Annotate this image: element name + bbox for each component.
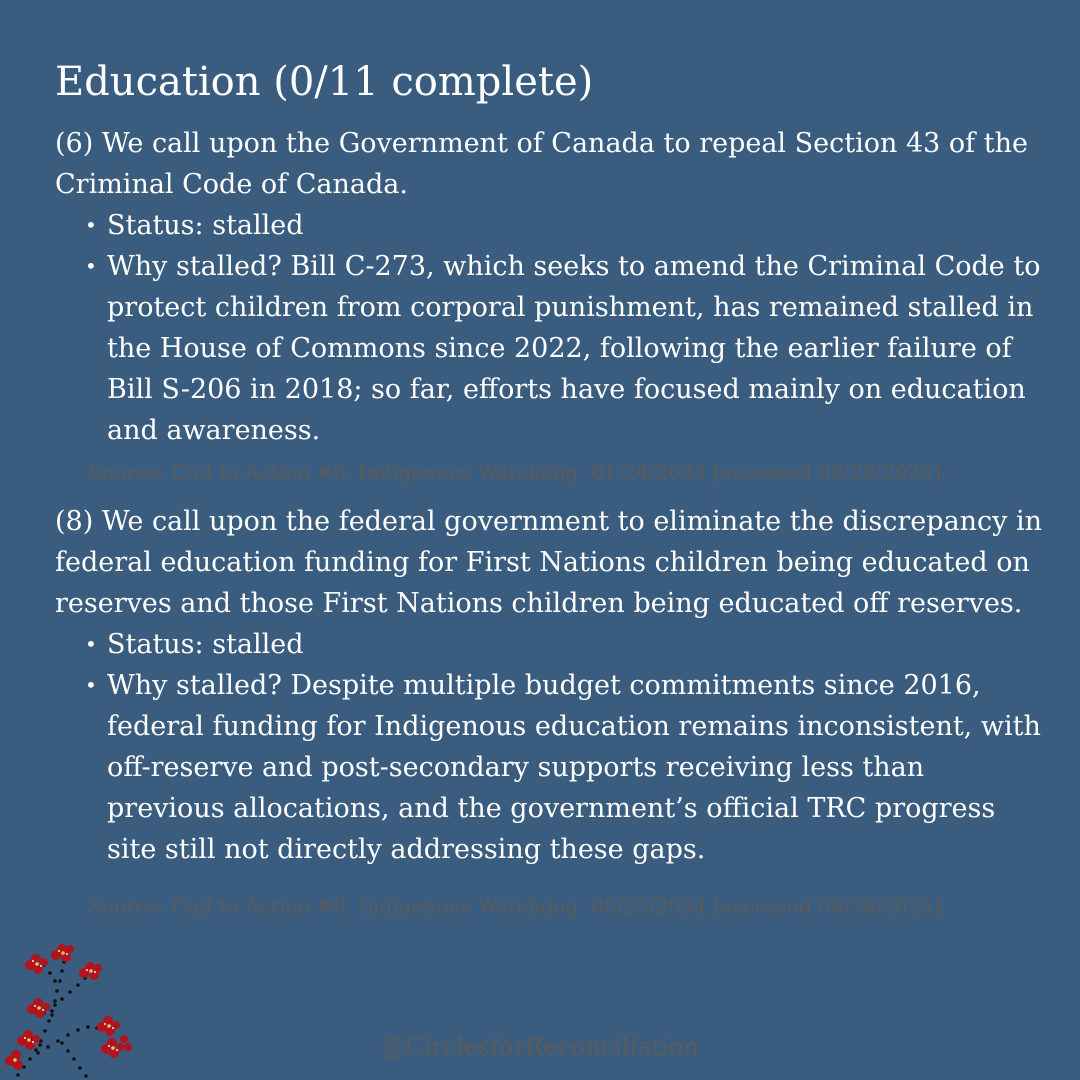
call-details-list xyxy=(55,624,1045,870)
why-stalled-item xyxy=(85,665,1045,870)
bullet-icon: • xyxy=(85,673,97,697)
why-stalled-item xyxy=(85,246,1045,451)
why-stalled-text: Why stalled? Bill C-273, which seeks to amend the Criminal Code to protect children from corporal punishment, has remained stalled in the House of Commons since 2022, following the earlier failure of Bill S-206 in 2018; so far, efforts have focused mainly on education and awareness. xyxy=(107,251,1041,446)
status-item xyxy=(85,205,1045,246)
why-stalled-text: Why stalled? Despite multiple budget commitments since 2016, federal funding for Indigenous education remains inconsistent, with off-reserve and post-secondary supports receiving less than previous allocations, and the government’s official TRC progress site still not directly addressing these gaps. xyxy=(107,670,1041,865)
status-text: Status: stalled xyxy=(107,210,304,241)
call-details-list xyxy=(55,205,1045,451)
call-to-action-8 xyxy=(55,501,1045,870)
call-to-action-text: (6) We call upon the Government of Canada to repeal Section 43 of the Criminal Code of Canada. xyxy=(55,128,1028,200)
call-to-action-text: (8) We call upon the federal government to eliminate the discrepancy in federal education funding for First Nations children being educated on reserves and those First Nations children being educated off reserves. xyxy=(55,506,1043,619)
source-citation: Source: Call to Action #8. Indigenous Watchdog. 08/23/2024 [accessed 08/28/2025]. xyxy=(88,894,948,918)
call-to-action-6 xyxy=(55,123,1045,451)
bullet-icon: • xyxy=(85,254,97,278)
bullet-icon: • xyxy=(85,632,97,656)
page-title: Education (0/11 complete) xyxy=(55,59,594,105)
status-item xyxy=(85,624,1045,665)
social-handle: @CirclesforReconciliation xyxy=(381,1033,699,1061)
bullet-icon: • xyxy=(85,213,97,237)
source-citation: Source: Call to Action #6. Indigenous Watchdog. 01/24/2023 [accessed 08/28/2025]. xyxy=(88,460,948,484)
status-text: Status: stalled xyxy=(107,629,304,660)
